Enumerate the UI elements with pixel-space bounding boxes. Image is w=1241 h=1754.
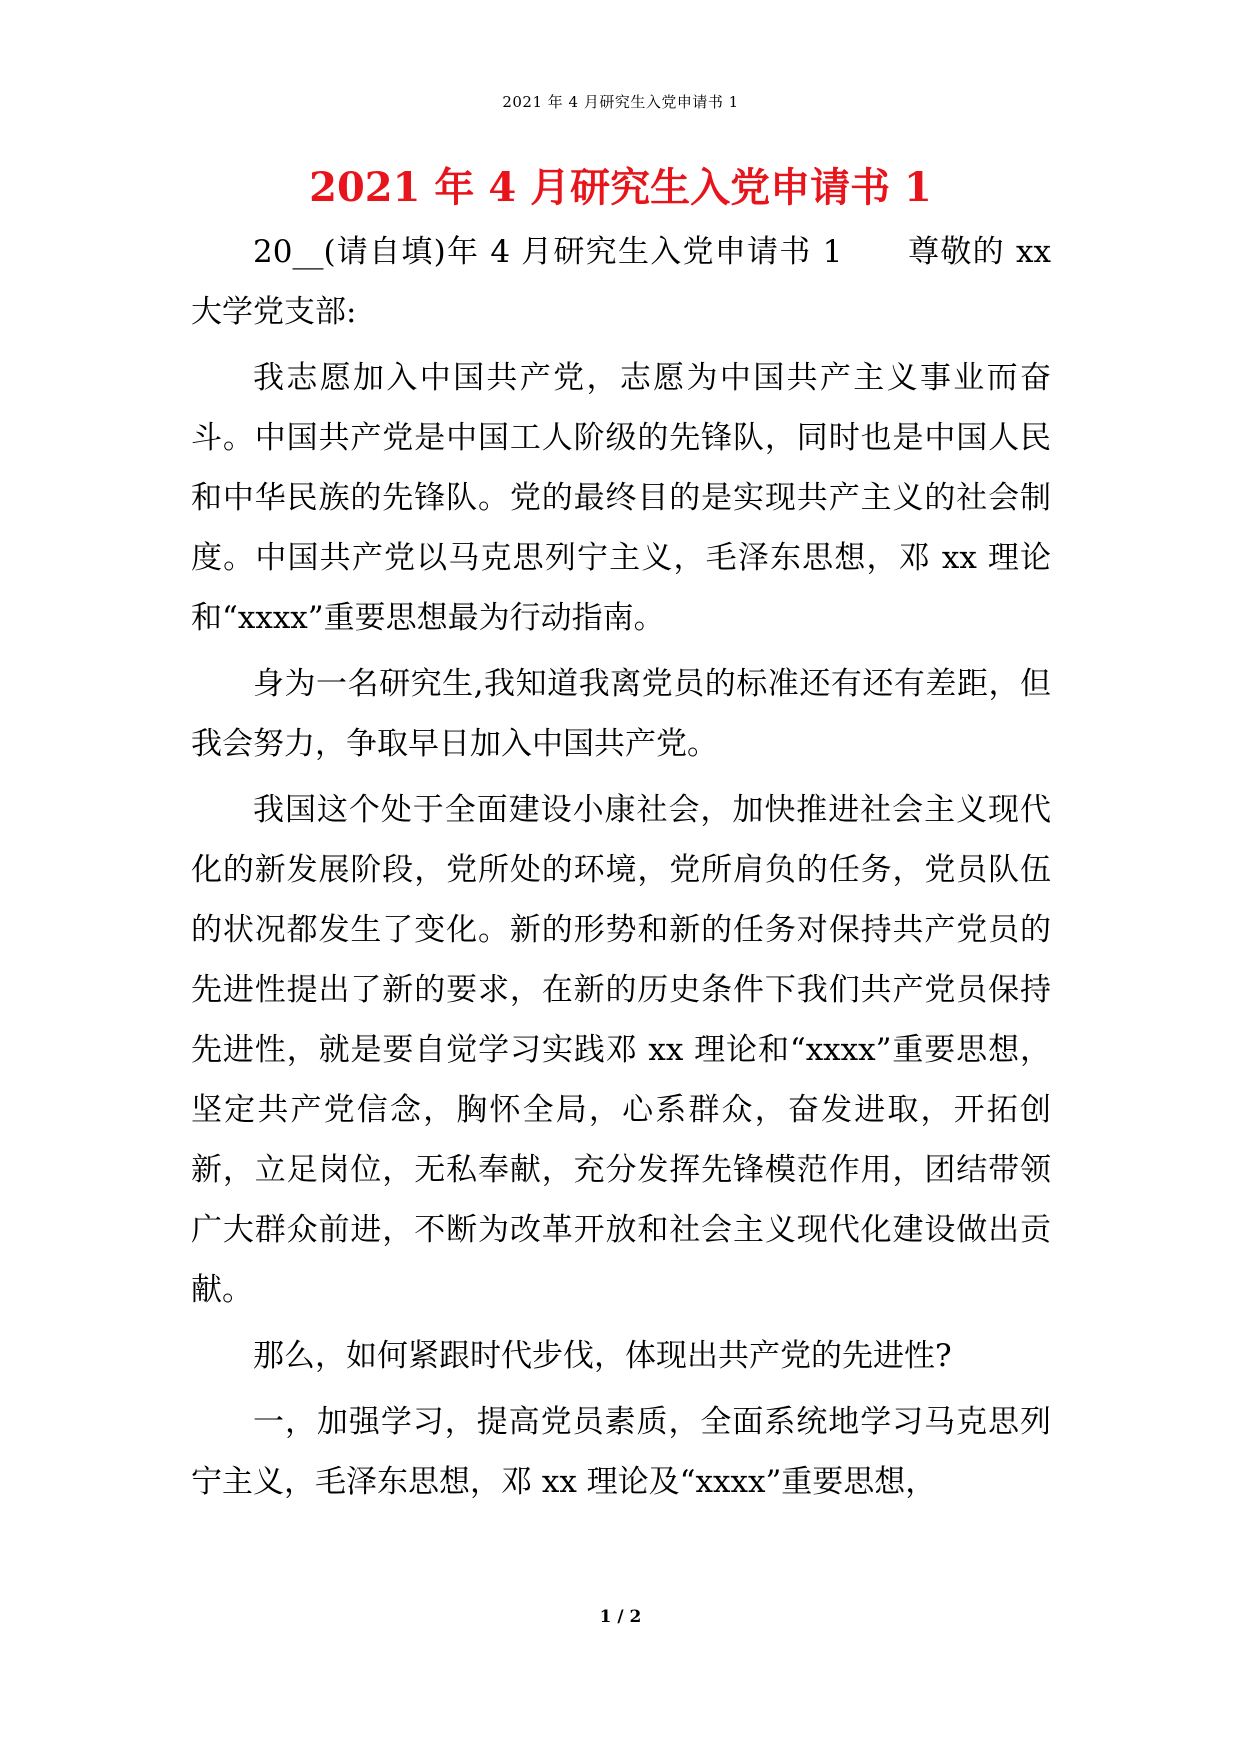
paragraph-pledge: 我志愿加入中国共产党，志愿为中国共产主义事业而奋斗。中国共产党是中国工人阶级的先锋队，同时也是中国人民和中华民族的先锋队。党的最终目的是实现共产主义的社会制度。中国共产党以马克思列宁主义，毛泽东思想，邓 xx 理论和“xxxx”重要思想最为行动指南。 <box>191 360 1051 636</box>
page-number: 1 / 2 <box>599 1607 642 1627</box>
paragraph-salutation: 20__(请自填)年 4 月研究生入党申请书 1 尊敬的 xx 大学党支部: <box>191 234 1051 330</box>
paragraph-question: 那么，如何紧跟时代步伐，体现出共产党的先进性? <box>253 1338 952 1374</box>
document-title: 2021 年 4 月研究生入党申请书 1 <box>309 164 932 211</box>
paragraph-point-one: 一，加强学习，提高党员素质，全面系统地学习马克思列宁主义，毛泽东思想，邓 xx 理论及“xxxx”重要思想， <box>191 1404 1051 1500</box>
paragraph-context: 我国这个处于全面建设小康社会，加快推进社会主义现代化的新发展阶段，党所处的环境，党所肩负的任务，党员队伍的状况都发生了变化。新的形势和新的任务对保持共产党员的先进性提出了新的要求，在新的历史条件下我们共产党员保持先进性，就是要自觉学习实践邓 xx 理论和“xxxx”重要思想，坚定共产党信念，胸怀全局，心系群众，奋发进取，开拓创新，立足岗位，无私奉献，充分发挥先锋模范作用，团结带领广大群众前进，不断为改革开放和社会主义现代化建设做出贡献。 <box>191 792 1051 1308</box>
running-header: 2021 年 4 月研究生入党申请书 1 <box>502 93 739 111</box>
paragraph-self-assessment: 身为一名研究生,我知道我离党员的标准还有还有差距，但我会努力，争取早日加入中国共产党。 <box>191 666 1051 762</box>
document-body <box>191 222 1051 1518</box>
